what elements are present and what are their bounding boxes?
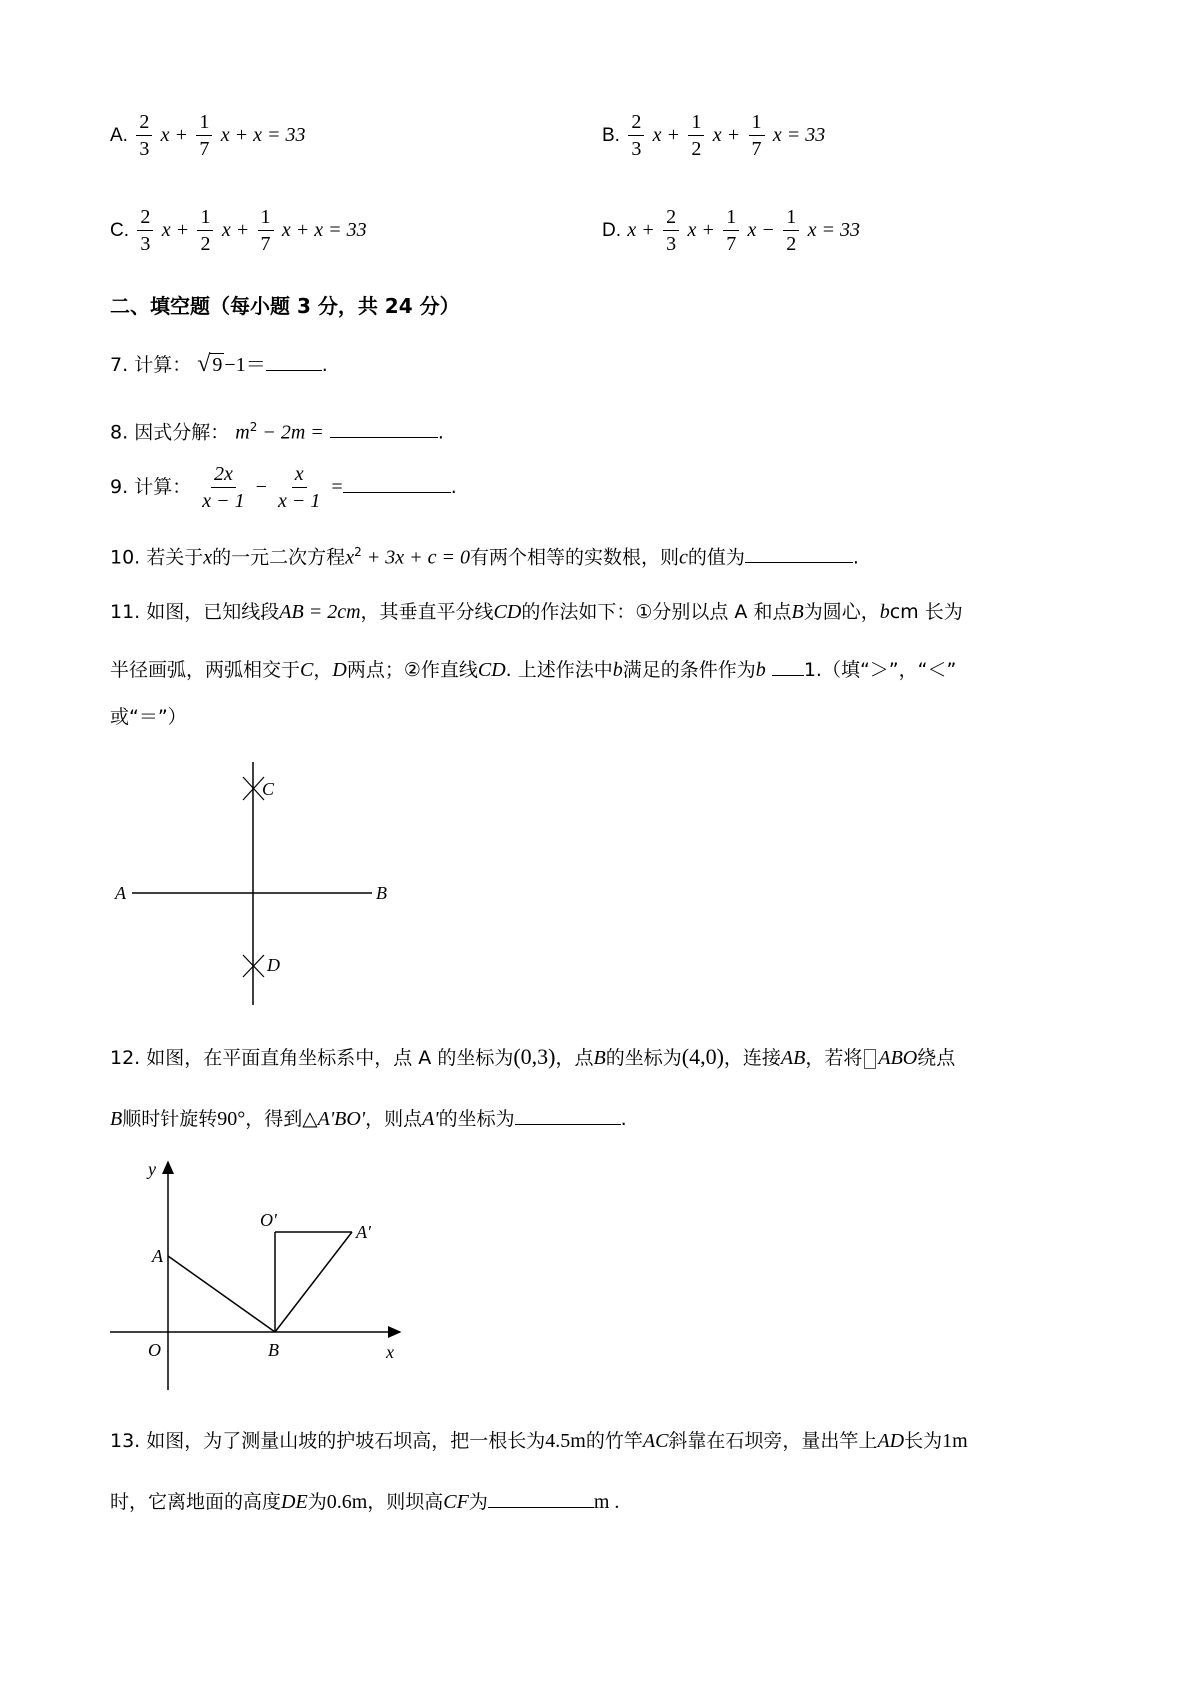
label-d: D	[267, 955, 280, 975]
label-a-prime: A′	[356, 1222, 371, 1242]
option-b[interactable]: B. $\frac{2}{3}$ x + $\frac{1}{2}$ x + $\frac{1}{7}$ x = 33	[602, 111, 826, 160]
option-c[interactable]: C. $\frac{2}{3}$ x + $\frac{1}{2}$ x + $\frac{1}{7}$ x + x = 33	[110, 206, 367, 255]
option-d-label: D.	[602, 220, 621, 241]
fraction: $\frac{1}{7}$	[196, 110, 212, 161]
fraction: $\frac{1}{7}$	[749, 110, 765, 161]
perpendicular-bisector-figure	[110, 755, 410, 1015]
coordinate-rotation-figure	[100, 1150, 420, 1395]
fraction: $\frac{2}{3}$	[136, 110, 152, 161]
question-13-line-1: 13. 如图，为了测量山坡的护坡石坝高，把一根长为4.5m的竹竿AC斜靠在石坝旁，量出竿上AD长为1m	[110, 1430, 968, 1452]
label-o-prime: O′	[260, 1210, 277, 1230]
question-10: 10. 若关于x的一元二次方程$x^2 + 3x + c = 0$有两个相等的实数根，则c的值为 .	[110, 545, 859, 569]
question-13-line-2: 时，它离地面的高度DE为0.6m，则坝高CF为 m .	[110, 1491, 620, 1513]
answer-blank[interactable]	[515, 1106, 621, 1125]
answer-blank[interactable]	[745, 544, 853, 563]
label-b: B	[376, 883, 387, 903]
question-8: 8. 因式分解： $m^2 - 2m$ = .	[110, 420, 444, 444]
fraction: $\frac{2}{3}$	[628, 110, 644, 161]
fraction: $\frac{1}{2}$	[197, 205, 213, 256]
section-title: 二、填空题（每小题 3 分，共 24 分）	[110, 294, 460, 318]
label-a: A	[152, 1246, 163, 1266]
label-o: O	[148, 1340, 161, 1360]
question-12-line-2: B顺时针旋转90°，得到△A'BO'，则点A'的坐标为 .	[110, 1108, 627, 1130]
fraction: $\frac{1}{2}$	[688, 110, 704, 161]
option-b-label: B.	[602, 125, 620, 146]
label-c: C	[262, 779, 275, 799]
question-9: 9. 计算： $\frac{2x}{x - 1}$ − $\frac{x}{x - 1}$ = .	[110, 463, 457, 512]
question-7: 7. 计算： √ 9 −1＝ .	[110, 351, 328, 377]
question-11-line-1: 11. 如图，已知线段AB = 2cm，其垂直平分线CD的作法如下：①分别以点 A 和点B为圆心，bcm 长为	[110, 601, 963, 623]
fraction: $\frac{2}{3}$	[137, 205, 153, 256]
fraction: $\frac{2x}{x - 1}$	[202, 463, 245, 512]
option-a[interactable]: A. $\frac{2}{3}$ x + $\frac{1}{7}$ x + x = 33	[110, 111, 306, 160]
answer-blank[interactable]	[266, 352, 322, 371]
answer-blank[interactable]	[772, 657, 804, 676]
fraction: $\frac{2}{3}$	[663, 205, 679, 256]
answer-blank[interactable]	[488, 1489, 594, 1508]
answer-blank[interactable]	[330, 419, 438, 438]
fraction: $\frac{x}{x - 1}$	[278, 463, 321, 512]
fraction: $\frac{1}{7}$	[258, 205, 274, 256]
question-12-line-1: 12. 如图，在平面直角坐标系中，点 A 的坐标为(0,3)，点B的坐标为(4,0)，连接AB，若将 ABO绕点	[110, 1044, 956, 1069]
option-a-label: A.	[110, 125, 128, 146]
answer-blank[interactable]	[343, 474, 451, 493]
sqrt-expression: √ 9 −1＝	[197, 351, 266, 377]
fraction: $\frac{1}{2}$	[783, 205, 799, 256]
option-d[interactable]: D. x + $\frac{2}{3}$ x + $\frac{1}{7}$ x − $\frac{1}{2}$ x = 33	[602, 206, 861, 255]
question-11-line-3: 或“＝”）	[110, 706, 187, 728]
option-c-label: C.	[110, 220, 129, 241]
label-b: B	[268, 1340, 279, 1360]
fraction: $\frac{1}{7}$	[723, 205, 739, 256]
label-x: x	[386, 1342, 394, 1362]
label-a: A	[115, 883, 126, 903]
label-y: y	[148, 1159, 156, 1179]
missing-glyph-box	[864, 1049, 876, 1069]
question-11-line-2: 半径画弧，两弧相交于C，D两点；②作直线CD. 上述作法中b满足的条件作为b 1.（填“＞”，“＜”	[110, 659, 957, 681]
